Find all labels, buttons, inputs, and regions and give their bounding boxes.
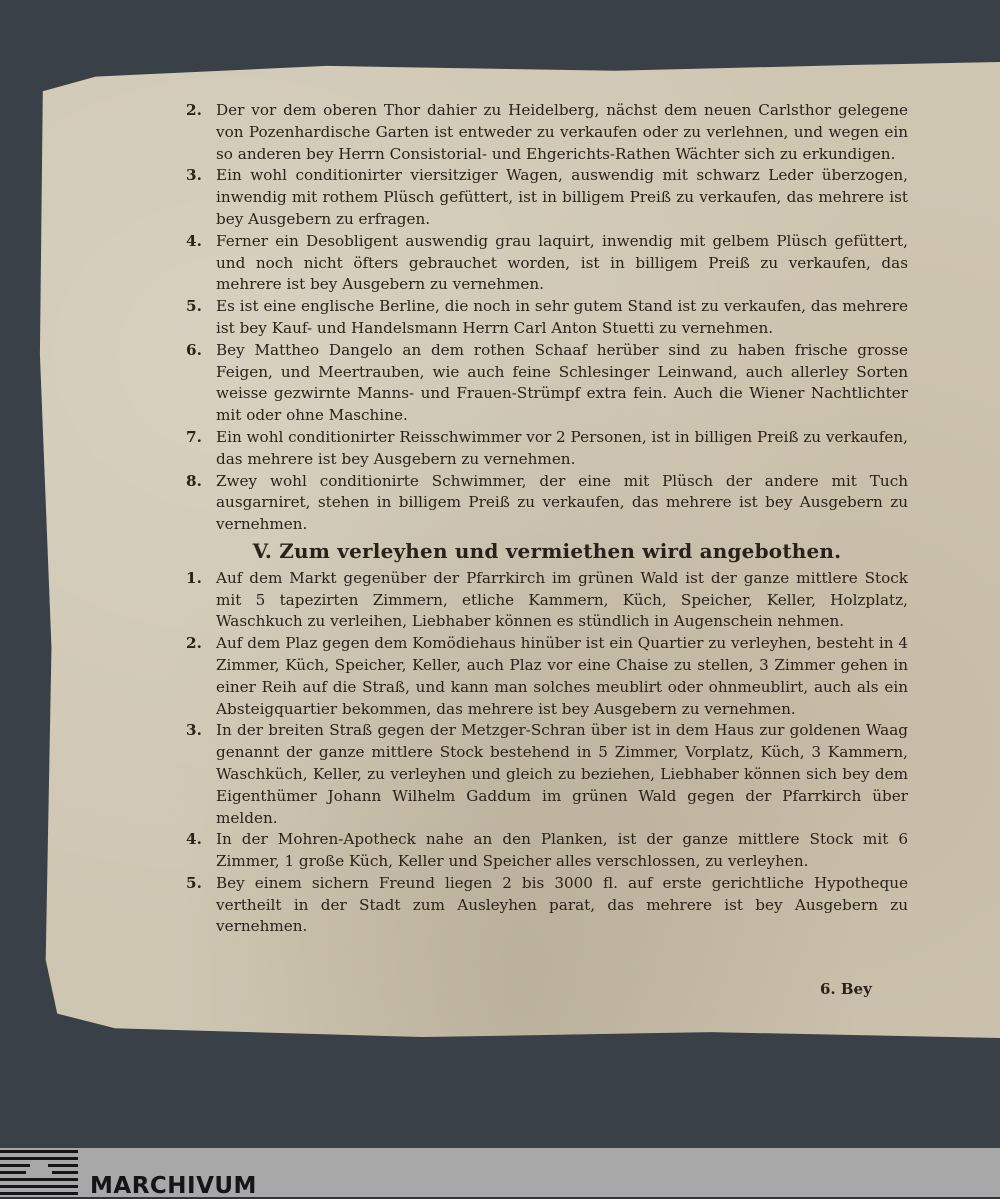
item-text: In der breiten Straß gegen der Metzger-Schran über ist in dem Haus zur goldenen Waag genannt der ganze mittlere Stock bestehend in 5 Zimmer, Vorplatz, Küch, 3 Kammern, Waschküch, Keller, zu verleyhen und gleich zu beziehen, Liebhaber können sich bey dem Eigenthümer Johann Wilhelm Gaddum im grünen Wald gegen der Pfarrkirch über melden. <box>216 721 908 827</box>
list-item <box>186 873 908 938</box>
catchword: 6. Bey <box>820 980 872 998</box>
list-item <box>186 829 908 873</box>
item-text: Auf dem Markt gegenüber der Pfarrkirch im grünen Wald ist der ganze mittlere Stock mit 5 tapezirten Zimmern, etliche Kammern, Küch, Speicher, Keller, Holzplatz, Waschkuch zu verleihen, Liebhaber können es stündlich in Augenschein nehmen. <box>216 568 908 631</box>
item-text: Es ist eine englische Berline, die noch in sehr gutem Stand ist zu verkaufen, das mehrere ist bey Kauf- und Handelsmann Herrn Carl Anton Stuetti zu vernehmen. <box>216 297 908 337</box>
item-number: 6. <box>186 340 202 359</box>
item-number: 4. <box>186 231 202 250</box>
list-item <box>186 720 908 829</box>
item-number: 8. <box>186 471 202 490</box>
item-text: In der Mohren-Apotheck nahe an den Planken, ist der ganze mittlere Stock mit 6 Zimmer, 1 große Küch, Keller und Speicher alles verschlossen, zu verleyhen. <box>216 830 908 871</box>
item-text: Bey Mattheo Dangelo an dem rothen Schaaf herüber sind zu haben frische grosse Feigen, und Meertrauben, wie auch feine Schlesinger Leinwand, auch allerley Sorten weisse gezwirnte Manns- und Frauen-Strümpf extra fein. Auch die Wiener Nachtlichter mit oder ohne Maschine. <box>216 340 908 425</box>
list-item <box>186 231 908 296</box>
list-item <box>186 427 908 471</box>
list-item <box>186 340 908 427</box>
item-number: 7. <box>186 427 202 446</box>
list-item <box>186 633 908 720</box>
list-item <box>186 165 908 230</box>
marchivum-logo-icon <box>0 1148 80 1197</box>
footer-bar <box>0 1148 1000 1197</box>
item-text: Ein wohl conditionirter Reisschwimmer vor 2 Personen, ist in billigen Preiß zu verkaufen, das mehrere ist bey Ausgebern zu vernehmen. <box>216 427 908 468</box>
item-text: Ein wohl conditionirter viersitziger Wagen, auswendig mit schwarz Leder überzogen, inwendig mit rothem Plüsch gefüttert, ist in billigem Preiß zu verkaufen, das mehrere ist bey Ausgebern zu erfragen. <box>216 166 908 228</box>
document-text <box>186 100 908 938</box>
list-item <box>186 471 908 536</box>
item-number: 3. <box>186 721 202 740</box>
archive-logo-text: MARCHIVUM <box>90 1173 257 1199</box>
item-text: Ferner ein Desobligent auswendig grau laquirt, inwendig mit gelbem Plüsch gefüttert, und noch nicht öfters gebrauchet worden, ist in billigem Preiß zu verkaufen, das mehrere ist bey Ausgebern zu vernehmen. <box>216 231 908 294</box>
item-text: Auf dem Plaz gegen dem Komödiehaus hinüber ist ein Quartier zu verleyhen, besteht in 4 Zimmer, Küch, Speicher, Keller, auch Plaz vor eine Chaise zu stellen, 3 Zimmer gehen in einer Reih auf die Straß, und kann man solches meublirt oder ohnmeublirt, auch als ein Absteigquartier bekommen, das mehrere ist bey Ausgebern zu vernehmen. <box>216 634 908 718</box>
list-item <box>186 100 908 165</box>
item-text: Bey einem sichern Freund liegen 2 bis 3000 fl. auf erste gerichtliche Hypotheque vertheilt in der Stadt zum Ausleyhen parat, das mehrere ist bey Ausgebern zu vernehmen. <box>216 873 908 936</box>
list-item <box>186 296 908 340</box>
list-item <box>186 568 908 633</box>
item-number: 4. <box>186 830 202 849</box>
section-heading: V. Zum verleyhen und vermiethen wird angebothen. <box>252 538 842 563</box>
item-text: Zwey wohl conditionirte Schwimmer, der eine mit Plüsch der andere mit Tuch ausgarniret, stehen in billigem Preiß zu verkaufen, das mehrere ist bey Ausgebern zu vernehmen. <box>216 471 908 534</box>
item-number: 3. <box>186 166 202 185</box>
item-number: 1. <box>186 568 202 587</box>
item-text: Der vor dem oberen Thor dahier zu Heidelberg, nächst dem neuen Carlsthor gelegene von Pozenhardische Garten ist entweder zu verkaufen oder zu verlehnen, und wegen ein so anderen bey Herrn Consistorial- und Ehgerichts-Rathen Wächter sich zu erkundigen. <box>216 101 908 163</box>
item-number: 5. <box>186 297 202 316</box>
item-number: 2. <box>186 101 202 119</box>
item-number: 5. <box>186 873 202 892</box>
item-number: 2. <box>186 634 202 653</box>
